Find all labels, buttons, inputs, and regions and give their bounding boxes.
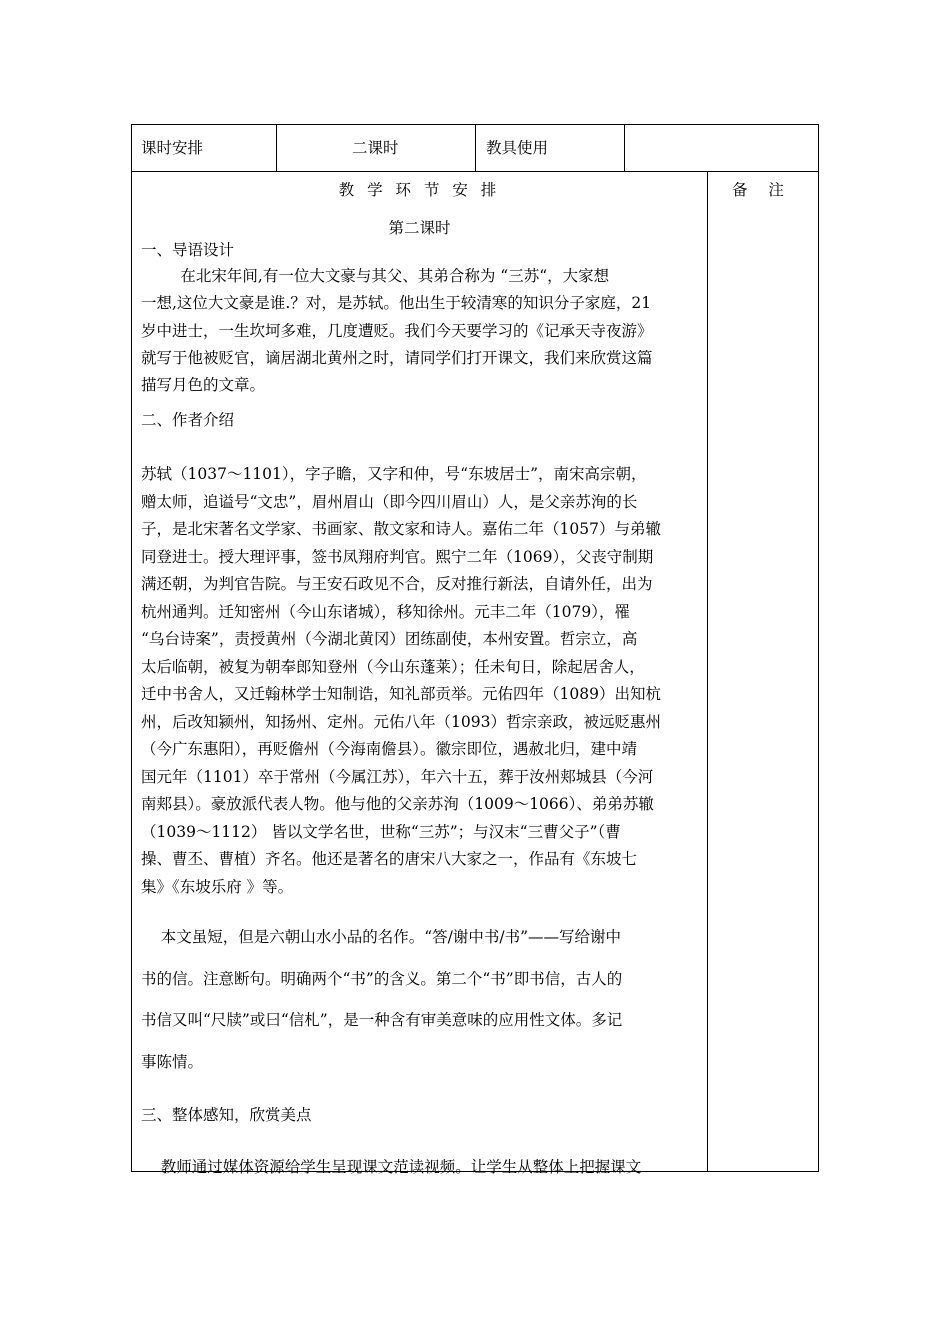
lesson-subheading: 第二课时 (388, 219, 451, 237)
paragraph-line: 就写于他被贬官，谪居湖北黄州之时，请同学们打开课文，我们来欣赏这篇 (141, 349, 653, 367)
paragraph-line: 子，是北宋著名文学家、书画家、散文家和诗人。嘉佑二年（1057）与弟辙 (141, 520, 661, 538)
lesson-header-row (131, 124, 819, 172)
schedule-value: 二课时 (352, 139, 399, 157)
paragraph-line: 太后临朝，被复为朝奉郎知登州（今山东蓬莱）；任未旬日，除起居舍人， (141, 658, 645, 676)
paragraph-line: 苏轼（1037～1101），字子瞻，又字和仲，号“东坡居士”，南宋高宗朝， (141, 465, 647, 483)
notes-column-divider (707, 172, 708, 1171)
paragraph-line: 事陈情。 (141, 1053, 204, 1071)
header-divider (624, 125, 625, 171)
teaching-steps-table (131, 171, 819, 1176)
paragraph-line: 同登进士。授大理评事，签书凤翔府判官。熙宁二年（1069），父丧守制期 (141, 548, 654, 566)
paragraph-line: 一想,这位大文豪是谁.？对，是苏轼。他出生于较清寒的知识分子家庭，21 (141, 294, 652, 312)
paragraph-line: 书的信。注意断句。明确两个“书”的含义。第二个“书”即书信，古人的 (141, 970, 623, 988)
paragraph-line: 本文虽短，但是六朝山水小品的名作。“答/谢中书/书”——写给谢中 (141, 928, 622, 946)
paragraph-line: 迁中书舍人，又迁翰林学士知制诰，知礼部贡举。元佑四年（1089）出知杭 (141, 685, 661, 703)
paragraph-line: 国元年（1101）卒于常州（今属江苏），年六十五，葬于汝州郏城县（今河 (141, 768, 654, 786)
header-divider (475, 125, 476, 171)
paragraph-line: 书信又叫“尺牍”或曰“信札”，是一种含有审美意味的应用性文体。多记 (141, 1011, 623, 1029)
paragraph-line: （1039～1112） 皆以文学名世，世称“三苏”；与汉末“三曹父子”（曹 (141, 823, 621, 841)
paragraph-line: 集》《东坡乐府 》等。 (141, 878, 294, 896)
section-heading: 教 学 环 节 安 排 (338, 181, 501, 199)
teaching-aids-label: 教具使用 (486, 139, 549, 157)
paragraph-line: 在北宋年间,有一位大文豪与其父、其弟合称为 “三苏“，大家想 (141, 267, 610, 285)
notes-heading: 备 注 (732, 181, 792, 199)
paragraph-line: 赠太师，追谥号“文忠”，眉州眉山（即今四川眉山）人，是父亲苏洵的长 (141, 493, 638, 511)
schedule-label: 课时安排 (141, 139, 204, 157)
paragraph-line: 教师通过媒体资源给学生呈现课文范读视频。让学生从整体上把握课文 (141, 1158, 642, 1176)
header-divider (276, 125, 277, 171)
paragraph-line: （今广东惠阳），再贬儋州（今海南儋县）。徽宗即位，遇赦北归，建中靖 (141, 740, 638, 758)
paragraph-line: 操、曹丕、曹植）齐名。他还是著名的唐宋八大家之一，作品有《东坡七 (141, 850, 638, 868)
paragraph-line: 州，后改知颍州，知扬州、定州。元佑八年（1093）哲宗亲政，被远贬惠州 (141, 713, 661, 731)
intro-heading: 一、导语设计 (141, 241, 235, 259)
paragraph-line: 描写月色的文章。 (141, 376, 266, 394)
author-heading: 二、作者介绍 (141, 411, 235, 429)
paragraph-line: 满还朝，为判官告院。与王安石政见不合，反对推行新法，自请外任，出为 (141, 575, 653, 593)
overview-heading: 三、整体感知，欣赏美点 (141, 1106, 312, 1124)
paragraph-line: 杭州通判。迁知密州（今山东诸城），移知徐州。元丰二年（1079），罹 (141, 603, 630, 621)
paragraph-line: 岁中进士，一生坎坷多难，几度遭贬。我们今天要学习的《记承天寺夜游》 (141, 322, 653, 340)
paragraph-line: 南郏县）。豪放派代表人物。他与他的父亲苏洵（1009～1066）、弟弟苏辙 (141, 795, 654, 813)
paragraph-line: “乌台诗案”，责授黄州（今湖北黄冈）团练副使，本州安置。哲宗立，高 (141, 630, 638, 648)
